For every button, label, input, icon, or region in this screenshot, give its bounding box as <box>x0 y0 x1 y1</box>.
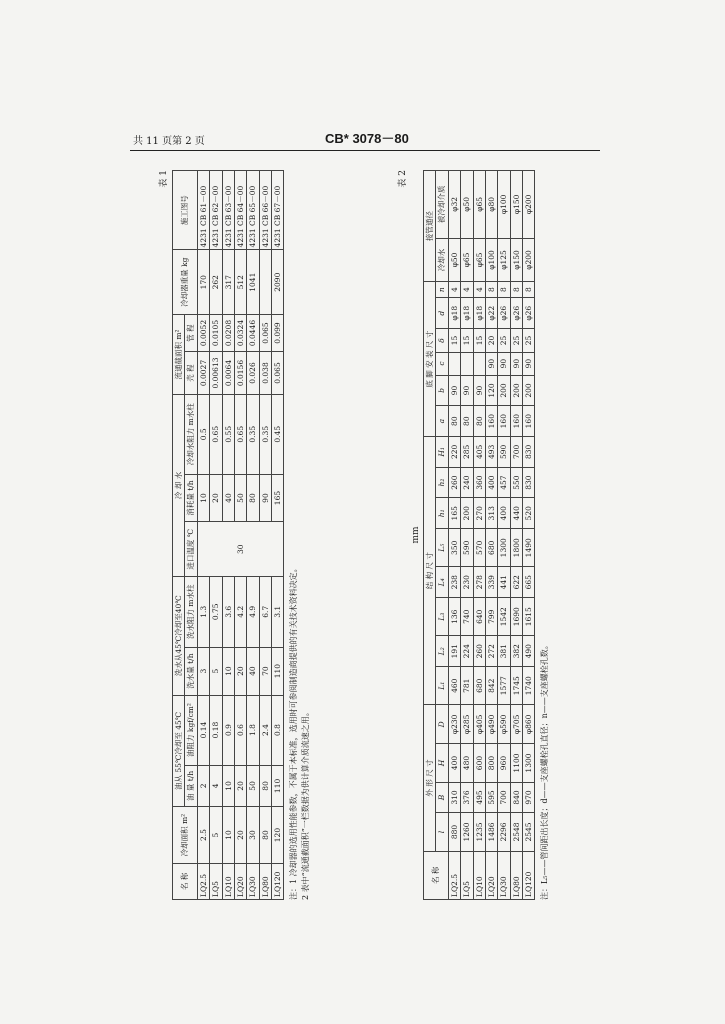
table-cell: 272 <box>485 636 497 667</box>
table-cell: 495 <box>473 782 485 813</box>
table-cell: 10 <box>197 474 209 522</box>
table-cell: 80 <box>247 474 259 522</box>
table-cell: LQ30 <box>498 851 510 899</box>
table-cell: 622 <box>510 567 522 598</box>
th2-col: H₁ <box>436 437 448 468</box>
th2-col: D <box>436 705 448 744</box>
table-cell: 25 <box>510 329 522 352</box>
table-cell: 20 <box>234 807 246 864</box>
table-2 <box>423 170 535 900</box>
table-cell: 238 <box>448 567 460 598</box>
th-area: 冷却面积 m² <box>173 807 198 864</box>
table-cell: 0.8 <box>272 695 284 765</box>
table-cell: 400 <box>448 744 460 782</box>
table-cell: 50 <box>247 765 259 807</box>
table-cell: 15 <box>448 329 460 352</box>
table-cell: 310 <box>448 782 460 813</box>
table-cell: 2545 <box>523 813 535 851</box>
table-cell: 4 <box>473 282 485 298</box>
table-cell: 381 <box>498 636 510 667</box>
table-cell: 2090 <box>272 250 284 314</box>
table-cell: 136 <box>448 598 460 636</box>
table-cell: 2 <box>197 765 209 807</box>
table-cell: 0.5 <box>197 394 209 474</box>
table-cell: φ590 <box>498 705 510 744</box>
standard-number: CB* 3078－80 <box>325 131 409 146</box>
table-cell: 8 <box>498 282 510 298</box>
table-cell: 80 <box>448 406 460 437</box>
table-cell: 700 <box>498 782 510 813</box>
table-cell: φ150 <box>510 238 522 282</box>
table-cell: 3.1 <box>272 576 284 647</box>
table-cell: φ490 <box>485 705 497 744</box>
table-cell: 339 <box>485 567 497 598</box>
th2-col: δ <box>436 329 448 352</box>
table-cell: 490 <box>523 636 535 667</box>
table-cell: 15 <box>473 329 485 352</box>
table-cell: 25 <box>498 329 510 352</box>
table-cell: 0.14 <box>197 695 209 765</box>
table-cell: 0.0064 <box>222 352 234 395</box>
table-cell: φ26 <box>523 297 535 328</box>
table-cell: φ200 <box>523 171 535 239</box>
table-cell: 1745 <box>510 667 522 705</box>
table-cell: 90 <box>473 375 485 406</box>
table-cell: 4231 CB 66－00 <box>259 171 271 250</box>
table-cell: φ100 <box>498 171 510 239</box>
table-cell: 200 <box>510 375 522 406</box>
table-cell: 799 <box>485 598 497 636</box>
table-cell: φ65 <box>473 171 485 239</box>
table-cell: 90 <box>498 352 510 375</box>
table-cell: φ705 <box>510 705 522 744</box>
th2-col: c <box>436 352 448 375</box>
table-cell: 1.3 <box>197 576 209 647</box>
th-consumption: 消耗量 t/h <box>185 474 197 522</box>
table-cell: 30 <box>247 807 259 864</box>
table-cell: 80 <box>259 765 271 807</box>
table-cell: 570 <box>473 529 485 567</box>
table-cell: 520 <box>523 498 535 529</box>
table-cell: 3.6 <box>222 576 234 647</box>
table-cell: 8 <box>485 282 497 298</box>
table-cell: 5 <box>210 647 222 695</box>
table-cell: LQ2.5 <box>197 863 209 899</box>
table-cell: 110 <box>272 647 284 695</box>
table-cell: 0.026 <box>247 352 259 395</box>
table-cell: 200 <box>523 375 535 406</box>
table-cell: 700 <box>510 437 522 468</box>
table-cell: LQ5 <box>461 851 473 899</box>
table-cell: 640 <box>473 598 485 636</box>
table-cell: 240 <box>461 467 473 498</box>
table-cell: 493 <box>485 437 497 468</box>
table-cell: φ65 <box>473 238 485 282</box>
table-cell: 0.0105 <box>210 314 222 351</box>
table-cell: 600 <box>473 744 485 782</box>
table-cell: LQ5 <box>210 863 222 899</box>
th-oil-flow: 油 量 t/h <box>185 765 197 807</box>
th2-struct: 结 构 尺 寸 <box>424 437 436 705</box>
table-cell: 200 <box>461 498 473 529</box>
table-cell: 2.4 <box>259 695 271 765</box>
table-cell: 120 <box>272 807 284 864</box>
table-cell: φ18 <box>448 297 460 328</box>
table-cell: 0.00613 <box>210 352 222 395</box>
table-cell: 550 <box>510 467 522 498</box>
table-cell: 1041 <box>247 250 259 314</box>
table-cell: 4.2 <box>234 576 246 647</box>
table-cell: 0.65 <box>210 394 222 474</box>
table-1-note-1: 注：1 冷却器的选用性能参数，不属于本标准，选用时可参阅制造商提供的有关技术资料决定。 <box>289 564 299 900</box>
table-cell: 460 <box>448 667 460 705</box>
table-cell: 2.5 <box>197 807 209 864</box>
th2-base: 底 脚 安 装 尺 寸 <box>424 282 436 437</box>
table-cell: 160 <box>523 406 535 437</box>
table-cell: 590 <box>461 529 473 567</box>
table-1-notes <box>288 170 311 900</box>
table-cell: 1800 <box>510 529 522 567</box>
table-cell: 80 <box>473 406 485 437</box>
table-cell: 595 <box>485 782 497 813</box>
table-cell: LQ10 <box>473 851 485 899</box>
table-cell: 80 <box>259 807 271 864</box>
table-cell: 6.7 <box>259 576 271 647</box>
table-1-caption: 表 1 <box>159 170 169 188</box>
table-cell: 4 <box>461 282 473 298</box>
table-cell: 0.0052 <box>197 314 209 351</box>
table-row <box>523 171 535 900</box>
th2-col: L₄ <box>436 567 448 598</box>
table-cell: 512 <box>234 250 246 314</box>
table-cell: 0.065 <box>272 352 284 395</box>
table-cell: 0.18 <box>210 695 222 765</box>
table-cell: φ18 <box>473 297 485 328</box>
table-cell: 665 <box>523 567 535 598</box>
th2-col: b <box>436 375 448 406</box>
th-cool-resist: 冷却水阻力 m水柱 <box>185 394 197 474</box>
cell-inlet-temp: 30 <box>197 522 284 576</box>
table-cell: 441 <box>498 567 510 598</box>
table-row <box>197 171 209 900</box>
table-cell: 376 <box>461 782 473 813</box>
table-cell: 0.0027 <box>197 352 209 395</box>
table-cell: 4231 CB 67－00 <box>272 171 284 250</box>
table-cell: 278 <box>473 567 485 598</box>
table-cell: 0.35 <box>247 394 259 474</box>
table-cell: 1490 <box>523 529 535 567</box>
table-cell: 170 <box>197 250 209 314</box>
table-cell: 382 <box>510 636 522 667</box>
table-cell: 970 <box>523 782 535 813</box>
th2-pipe: 接管通径 <box>424 171 436 282</box>
table-cell: φ200 <box>523 238 535 282</box>
table-cell: φ150 <box>510 171 522 239</box>
table-2-note: 注：L₅——管间距出长度；d——支座螺栓孔直径；n——支座螺栓孔数。 <box>540 641 550 900</box>
table-cell: 830 <box>523 437 535 468</box>
table-cell: 160 <box>498 406 510 437</box>
th2-col: d <box>436 297 448 328</box>
table-2-unit: mm <box>411 526 421 544</box>
table-cell: 4231 CB 64－00 <box>234 171 246 250</box>
table-row <box>473 171 485 900</box>
table-cell: LQ10 <box>222 863 234 899</box>
table-cell: 90 <box>485 352 497 375</box>
th2-outer: 外 形 尺 寸 <box>424 705 436 851</box>
th2-col: L₂ <box>436 636 448 667</box>
table-cell: 165 <box>448 498 460 529</box>
table-cell: 50 <box>234 474 246 522</box>
table-cell: 960 <box>498 744 510 782</box>
table-cell: 165 <box>272 474 284 522</box>
table-cell: 360 <box>473 467 485 498</box>
table-cell: 4231 CB 62－00 <box>210 171 222 250</box>
table-2-block <box>395 170 550 900</box>
table-cell: 260 <box>448 467 460 498</box>
table-row <box>485 171 497 900</box>
table-cell: 8 <box>523 282 535 298</box>
th-wash-group: 洗水从45℃冷却至40℃ <box>173 576 185 695</box>
th-wash-flow: 洗水量 t/h <box>185 647 197 695</box>
table-cell <box>259 250 271 314</box>
table-cell: 110 <box>272 765 284 807</box>
table-cell: φ80 <box>485 171 497 239</box>
table-cell: 0.55 <box>222 394 234 474</box>
th2-col: L₁ <box>436 667 448 705</box>
table-cell: 200 <box>498 375 510 406</box>
table-cell: 0.0324 <box>234 314 246 351</box>
table-cell: 70 <box>259 647 271 695</box>
table-cell: 1300 <box>498 529 510 567</box>
page-number: 共 11 页第 2 页 <box>133 136 205 147</box>
table-cell: 40 <box>247 647 259 695</box>
th-oil-resist: 油阻力 kgf/cm² <box>185 695 197 765</box>
table-cell: 4 <box>210 765 222 807</box>
table-cell: 0.0156 <box>234 352 246 395</box>
table-cell: 0.099 <box>272 314 284 351</box>
table-cell: LQ80 <box>259 863 271 899</box>
table-cell: φ860 <box>523 705 535 744</box>
table-cell: φ50 <box>448 238 460 282</box>
th-inlet-temp: 进口温度 ℃ <box>185 522 197 576</box>
table-cell: 4231 CB 65－00 <box>247 171 259 250</box>
table-row <box>498 171 510 900</box>
table-cell: 1486 <box>485 813 497 851</box>
table-cell: 0.35 <box>259 394 271 474</box>
table-cell: 285 <box>461 437 473 468</box>
table-cell: φ65 <box>461 238 473 282</box>
table-cell: 1740 <box>523 667 535 705</box>
table-cell: φ405 <box>473 705 485 744</box>
table-cell: 1100 <box>510 744 522 782</box>
table-cell: 880 <box>448 813 460 851</box>
table-cell: 20 <box>485 329 497 352</box>
table-cell: 10 <box>222 765 234 807</box>
table-cell: 90 <box>510 352 522 375</box>
th-name: 名 称 <box>173 863 198 899</box>
table-cell: 191 <box>448 636 460 667</box>
table-cell: 90 <box>259 474 271 522</box>
table-cell: 20 <box>234 765 246 807</box>
table-cell: 10 <box>222 807 234 864</box>
th-weight: 冷却器重量 kg <box>173 250 198 314</box>
table-cell: 4231 CB 61－00 <box>197 171 209 250</box>
table-cell: 680 <box>485 529 497 567</box>
table-cell: LQ120 <box>272 863 284 899</box>
table-cell: 0.75 <box>210 576 222 647</box>
table-2-caption: 表 2 <box>398 170 408 188</box>
th-oil-group: 油从 55℃冷却至 45℃ <box>173 695 185 807</box>
table-cell: 90 <box>448 375 460 406</box>
table-1-note-2: 2 表中“流通截面积”一栏数据为供计算介质流速之用。 <box>301 708 311 900</box>
table-cell: 400 <box>485 467 497 498</box>
table-cell: 0.065 <box>259 314 271 351</box>
table-cell: 0.038 <box>259 352 271 395</box>
table-cell: 0.65 <box>234 394 246 474</box>
table-cell: 0.0446 <box>247 314 259 351</box>
table-cell: LQ20 <box>234 863 246 899</box>
th2-medium: 被冷却介质 <box>436 171 448 239</box>
table-cell: 1577 <box>498 667 510 705</box>
table-cell: 800 <box>485 744 497 782</box>
table-cell: 400 <box>498 498 510 529</box>
table-cell: 2296 <box>498 813 510 851</box>
table-cell: 3 <box>197 647 209 695</box>
table-cell: 160 <box>485 406 497 437</box>
table-cell: 313 <box>485 498 497 529</box>
th2-col: h₂ <box>436 467 448 498</box>
th2-col: l <box>436 813 448 851</box>
table-cell: LQ2.5 <box>448 851 460 899</box>
table-cell: 1.8 <box>247 695 259 765</box>
table-cell: 842 <box>485 667 497 705</box>
table-cell: 220 <box>448 437 460 468</box>
table-cell: 2548 <box>510 813 522 851</box>
table-cell: LQ80 <box>510 851 522 899</box>
table-cell: 680 <box>473 667 485 705</box>
table-cell: φ32 <box>448 171 460 239</box>
table-cell: 90 <box>523 352 535 375</box>
table-cell <box>461 352 473 375</box>
table-1-block <box>156 170 312 900</box>
table-cell: φ18 <box>461 297 473 328</box>
table-cell: LQ30 <box>247 863 259 899</box>
table-cell: 224 <box>461 636 473 667</box>
th-tube: 管 程 <box>185 314 197 351</box>
table-cell: 1300 <box>523 744 535 782</box>
table-cell: 120 <box>485 375 497 406</box>
table-cell: 457 <box>498 467 510 498</box>
th-flow-area: 流通截面积 m² <box>173 314 185 394</box>
table-cell <box>473 352 485 375</box>
table-cell: LQ120 <box>523 851 535 899</box>
table-row <box>510 171 522 900</box>
th2-col: n <box>436 282 448 298</box>
table-row <box>448 171 460 900</box>
table-cell: 405 <box>473 437 485 468</box>
th2-col: L₅ <box>436 529 448 567</box>
table-row <box>461 171 473 900</box>
table-cell: φ50 <box>461 171 473 239</box>
table-cell: 40 <box>222 474 234 522</box>
table-cell: 830 <box>523 467 535 498</box>
table-cell: 350 <box>448 529 460 567</box>
th2-name: 名 称 <box>424 851 449 899</box>
table-cell: 20 <box>234 647 246 695</box>
th2-col: L₃ <box>436 598 448 636</box>
th2-col: h₁ <box>436 498 448 529</box>
table-cell: 1260 <box>461 813 473 851</box>
table-cell: 0.0208 <box>222 314 234 351</box>
table-cell: 20 <box>210 474 222 522</box>
th2-col: B <box>436 782 448 813</box>
table-cell: 480 <box>461 744 473 782</box>
header-rule <box>130 150 600 151</box>
th2-col: a <box>436 406 448 437</box>
th2-col: H <box>436 744 448 782</box>
table-cell: 90 <box>461 375 473 406</box>
table-cell: 781 <box>461 667 473 705</box>
th2-cool_water: 冷却水 <box>436 238 448 282</box>
table-cell: 740 <box>461 598 473 636</box>
table-cell: 1690 <box>510 598 522 636</box>
table-cell: 1615 <box>523 598 535 636</box>
table-cell: 317 <box>222 250 234 314</box>
table-cell: 440 <box>510 498 522 529</box>
table-cell: 0.45 <box>272 394 284 474</box>
th-wash-resist: 洗水阻力 m水柱 <box>185 576 197 647</box>
th-cool-group: 冷 却 水 <box>173 394 185 576</box>
table-cell: φ26 <box>510 297 522 328</box>
table-cell: 5 <box>210 807 222 864</box>
table-cell: 590 <box>498 437 510 468</box>
table-cell: φ230 <box>448 705 460 744</box>
table-cell: 25 <box>523 329 535 352</box>
table-cell: 1235 <box>473 813 485 851</box>
table-cell: 4 <box>448 282 460 298</box>
th-shell: 壳 程 <box>185 352 197 395</box>
table-cell: 0.9 <box>222 695 234 765</box>
table-cell: LQ20 <box>485 851 497 899</box>
table-cell: 160 <box>510 406 522 437</box>
table-1 <box>172 170 284 900</box>
table-cell: 15 <box>461 329 473 352</box>
table-cell: 262 <box>210 250 222 314</box>
table-cell: 4231 CB 63－00 <box>222 171 234 250</box>
table-cell: 1542 <box>498 598 510 636</box>
table-cell: φ285 <box>461 705 473 744</box>
table-cell: 80 <box>461 406 473 437</box>
table-cell: φ26 <box>498 297 510 328</box>
table-cell: 0.6 <box>234 695 246 765</box>
table-cell: 840 <box>510 782 522 813</box>
th-drawing: 施工图号 <box>173 171 198 250</box>
table-cell: φ22 <box>485 297 497 328</box>
table-cell <box>448 352 460 375</box>
table-cell: 270 <box>473 498 485 529</box>
table-cell: 8 <box>510 282 522 298</box>
table-cell: 10 <box>222 647 234 695</box>
table-cell: 260 <box>473 636 485 667</box>
table-cell: 4.9 <box>247 576 259 647</box>
table-cell: φ125 <box>498 238 510 282</box>
table-cell: 230 <box>461 567 473 598</box>
table-cell: φ100 <box>485 238 497 282</box>
